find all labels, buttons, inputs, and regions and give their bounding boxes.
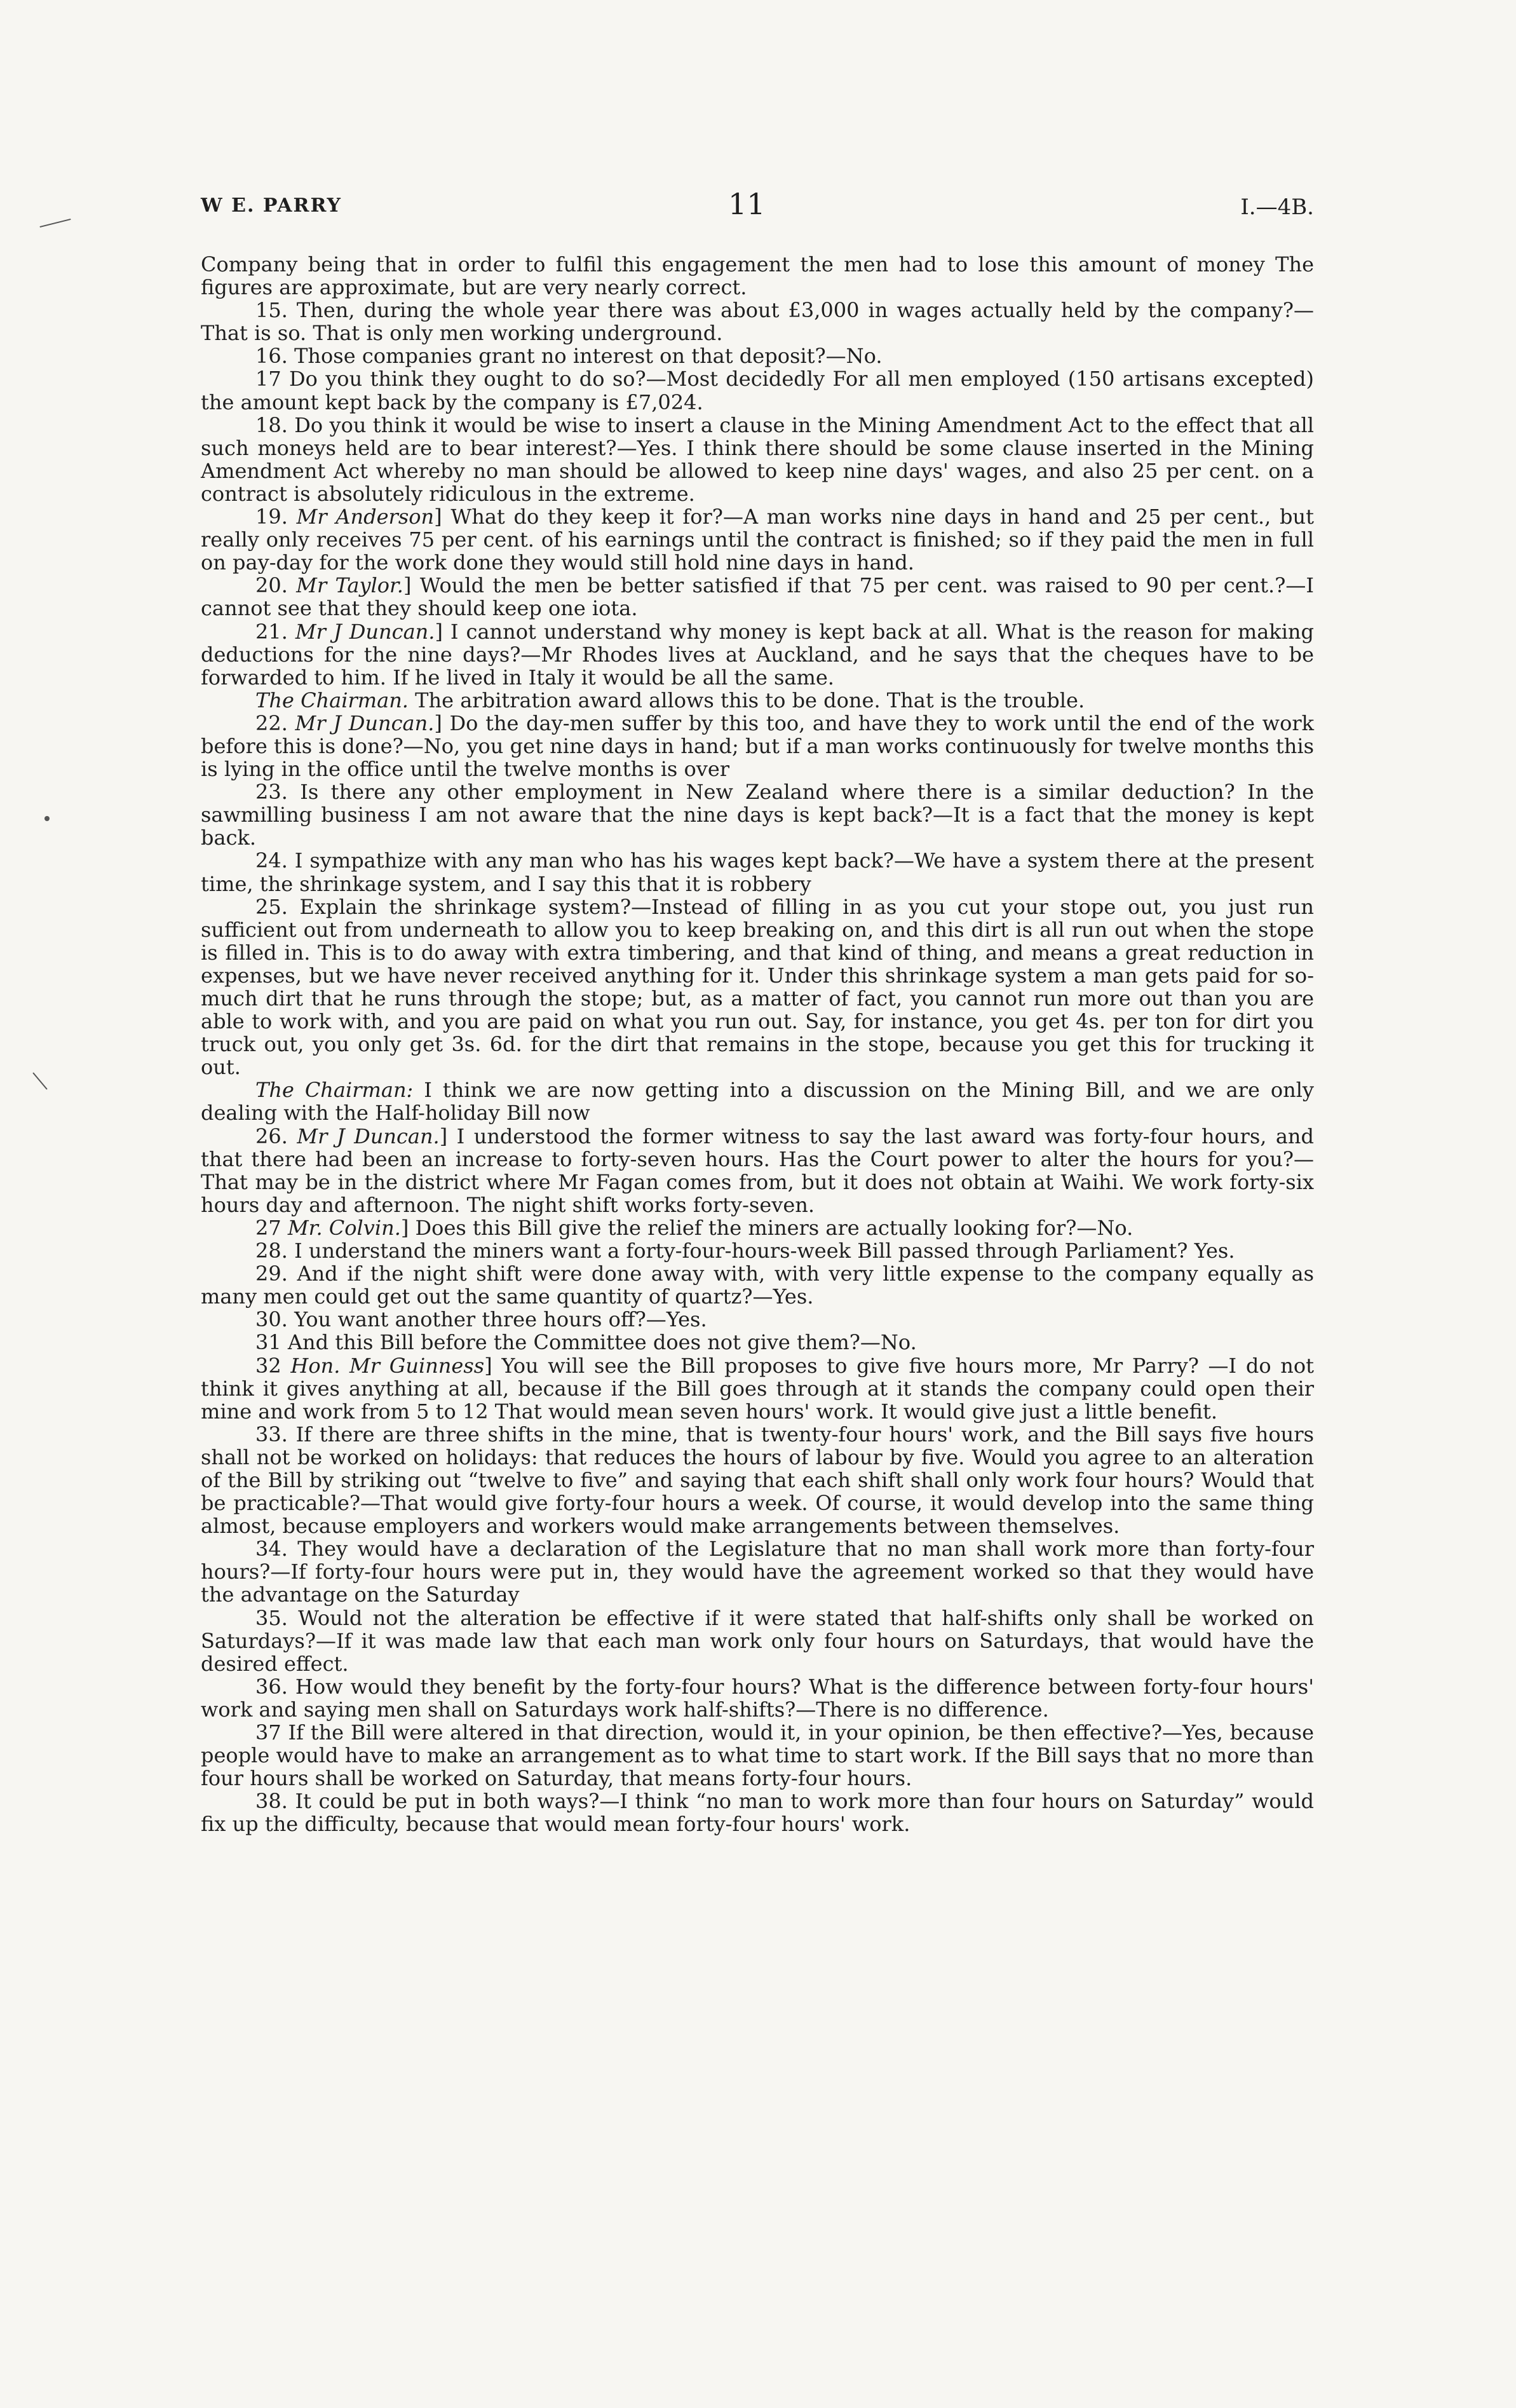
speaker-name: The Chairman: <box>255 1078 414 1103</box>
paragraph: 18. Do you think it would be wise to insert a clause in the Mining Amendment Act to the effect that all such moneys held are to bear interest?—Yes. I think there should be some clause inserted in the Mining Amendment Act whereby no man should be allowed to keep nine days' wages, and also 25 per cent. on a contract is absolutely ridiculous in the extreme. <box>201 412 1314 506</box>
paragraph: The Chairman. The arbitration award allows this to be done. That is the trouble. <box>255 688 1085 712</box>
paragraph: 23. Is there any other employment in New Zealand where there is a similar deduction? In the sawmilling business I am not aware that the nine days is kept back?—It is a fact that the money is kept back. <box>201 780 1314 850</box>
speaker-name: Mr J Duncan. <box>295 619 435 644</box>
paragraph: 34. They would have a declaration of the Legislature that no man shall work more than forty-four hours?—If forty-four hours were put in, they would have the agreement worked so that they would have the advantage on the Saturday <box>201 1537 1314 1607</box>
paragraph: 31 And this Bill before the Committee does not give them?—No. <box>255 1330 917 1355</box>
speaker-name: Mr J Duncan. <box>295 711 435 735</box>
margin-mark <box>40 219 71 228</box>
paragraph: 29. And if the night shift were done away with, with very little expense to the company equally as many men could get out the same quantity of quartz?—Yes. <box>201 1262 1314 1309</box>
paragraph: 17 Do you think they ought to do so?—Most decidedly For all men employed (150 artisans excepted) the amount kept back by the company is £7,024. <box>201 367 1314 414</box>
paragraph: 20. Mr Taylor.] Would the men be better satisfied if that 75 per cent. was raised to 90 per cent.?—I cannot see that they should keep one iota. <box>201 573 1315 621</box>
paragraph: 35. Would not the alteration be effective if it were stated that half-shifts only shall be worked on Saturdays?—If it was made law that each man work only four hours on Saturdays, that would have the desired effect. <box>201 1605 1314 1676</box>
paragraph: 27 Mr. Colvin.] Does this Bill give the relief the miners are actually looking for?—No. <box>255 1215 1134 1240</box>
speaker-name: Mr Taylor. <box>296 573 403 598</box>
paragraph: 19. Mr Anderson] What do they keep it for?—A man works nine days in hand and 25 per cent., but really only receives 75 per cent. of his earnings until the contract is finished; so if they paid the men in full on pay-day for the work done they would still hold nine days in hand. <box>201 505 1315 575</box>
document-reference: I.—4B. <box>1240 194 1314 220</box>
margin-mark <box>44 816 50 821</box>
speaker-name: Mr Anderson <box>296 505 435 529</box>
transcript-body <box>201 253 1314 1835</box>
paragraph: The Chairman: I think we are now getting into a discussion on the Mining Bill, and we are only dealing with the Half-holiday Bill now <box>201 1078 1314 1126</box>
margin-mark <box>32 1072 47 1089</box>
paragraph: 24. I sympathize with any man who has his wages kept back?—We have a system there at the present time, the shrinkage system, and I say this that it is robbery <box>201 848 1314 896</box>
page-header <box>201 187 1314 233</box>
speaker-name: The Chairman. <box>255 688 409 712</box>
paragraph: 28. I understand the miners want a forty-four-hours-week Bill passed through Parliament? Yes. <box>255 1239 1235 1263</box>
paragraph: 22. Mr J Duncan.] Do the day-men suffer by this too, and have they to work until the end of the work before this is done?—No, you get nine days in hand; but if a man works continuously for twelve months this is lying in the office until the twelve months is over <box>201 711 1315 782</box>
paragraph: 37 If the Bill were altered in that direction, would it, in your opinion, be then effective?—Yes, because people would have to make an arrangement as to what time to start work. If the Bill says that no more than four hours shall be worked on Saturday, that means forty-four hours. <box>201 1720 1314 1791</box>
paragraph: 25. Explain the shrinkage system?—Instead of filling in as you cut your stope out, you just run sufficient out from underneath to allow you to keep breaking on, and this dirt is all run out when the stope is filled in. This is to do away with extra timbering, and that kind of thing, and means a great reduction in expenses, but we have never received anything for it. Under this shrinkage system a man gets paid for so-much dirt that he runs through the stope; but, as a matter of fact, you cannot run more out than you are able to work with, and you are paid on what you run out. Say, for instance, you get 4s. per ton for dirt you truck out, you only get 3s. 6d. for the dirt that remains in the stope, because you get this for trucking it out. <box>201 894 1314 1080</box>
witness-name: W E. PARRY <box>201 194 342 217</box>
paragraph: 32 Hon. Mr Guinness] You will see the Bill proposes to give five hours more, Mr Parry? —I do not think it gives anything at all, because if the Bill goes through at it stands the company could open their mine and work from 5 to 12 That would mean seven hours' work. It would give just a little benefit. <box>201 1353 1315 1424</box>
paragraph: 36. How would they benefit by the forty-four hours? What is the difference between forty-four hours' work and saying men shall on Saturdays work half-shifts?—There is no difference. <box>201 1674 1314 1722</box>
paragraph: 15. Then, during the whole year there was about £3,000 in wages actually held by the company?—That is so. That is only men working underground. <box>201 298 1314 346</box>
paragraph: 21. Mr J Duncan.] I cannot understand why money is kept back at all. What is the reason for making deductions for the nine days?—Mr Rhodes lives at Auckland, and he says that the cheques have to be forwarded to him. If he lived in Italy it would be all the same. <box>201 619 1315 690</box>
paragraph: 16. Those companies grant no interest on that deposit?—No. <box>255 344 883 369</box>
paragraph: 26. Mr J Duncan.] I understood the former witness to say the last award was forty-four hours, and that there had been an increase to forty-seven hours. Has the Court power to alter the hours for you?—That may be in the district where Mr Fagan comes from, but it does not obtain at Waihi. We work forty-six hours day and afternoon. The night shift works forty-seven. <box>201 1124 1315 1217</box>
speaker-name: Hon. Mr Guinness <box>290 1353 485 1378</box>
page-number: 11 <box>728 187 766 221</box>
speaker-name: Mr J Duncan. <box>297 1124 440 1148</box>
paragraph: 30. You want another three hours off?—Yes. <box>255 1307 707 1332</box>
speaker-name: Mr. Colvin. <box>287 1215 401 1240</box>
paragraph: 33. If there are three shifts in the mine, that is twenty-four hours' work, and the Bill says five hours shall not be worked on holidays: that reduces the hours of labour by five. Would you agree to an alteration of the Bill by striking out “twelve to five” and saying that each shift shall only work four hours? Would that be practicable?—That would give forty-four hours a week. Of course, it would develop into the same thing almost, because employers and workers would make arrangements between themselves. <box>201 1422 1314 1539</box>
paragraph: 38. It could be put in both ways?—I think “no man to work more than four hours on Saturday” would fix up the difficulty, because that would mean forty-four hours' work. <box>201 1789 1314 1837</box>
paragraph: Company being that in order to fulfil this engagement the men had to lose this amount of money The figures are approximate, but are very nearly correct. <box>201 252 1314 300</box>
